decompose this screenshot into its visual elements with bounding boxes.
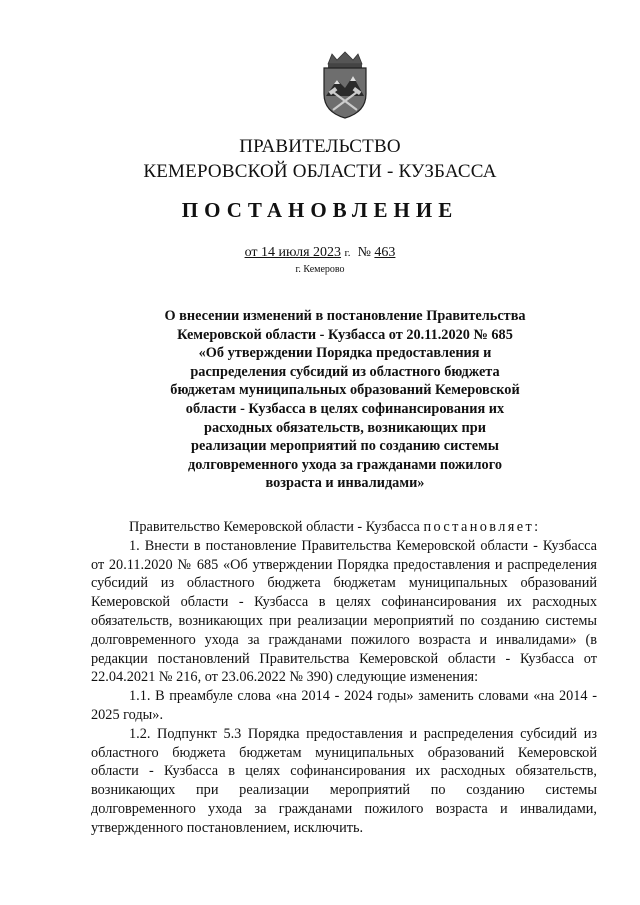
title-line: возраста и инвалидами» <box>265 475 425 492</box>
number-prefix: № <box>357 245 371 260</box>
government-name-line1: ПРАВИТЕЛЬСТВО <box>239 136 401 157</box>
title-line: «Об утверждении Порядка предоставления и <box>198 345 492 362</box>
intro-paragraph <box>91 518 597 537</box>
title-line: бюджетам муниципальных образований Кемеровской <box>170 382 520 399</box>
title-line: долговременного ухода за гражданами пожилого <box>187 456 502 473</box>
document-body <box>91 518 597 838</box>
title-line: реализации мероприятий по созданию системы <box>191 438 499 455</box>
intro-text: Правительство Кемеровской области - Кузбасса <box>129 519 420 535</box>
emblem <box>316 50 374 120</box>
title-line: расходных обязательств, возникающих при <box>204 419 486 436</box>
date-line <box>0 245 640 261</box>
document-type: ПОСТАНОВЛЕНИЕ <box>181 198 459 222</box>
year-suffix: г. <box>344 247 351 259</box>
title-line: Кемеровской области - Кузбасса от 20.11.2020 № 685 <box>177 326 513 343</box>
paragraph-1-1: 1.1. В преамбуле слова «на 2014 - 2024 годы» заменить словами «на 2014 - 2025 годы». <box>91 688 597 723</box>
date-prefix: от <box>244 245 258 260</box>
intro-spaced-word: постановляет: <box>423 519 541 535</box>
kuzbass-coat-of-arms-icon <box>316 50 374 120</box>
city: г. Кемерово <box>295 264 345 275</box>
document-title <box>140 307 550 493</box>
paragraph-1-2: 1.2. Подпункт 5.3 Порядка предоставления и распределения субсидий из областного бюджета бюджетам муниципальных образований Кемеровской области - Кузбасса в целях софинансирования их расходных обязательств, возникающих при реализации мероприятий по созданию системы долговременного ухода за гражданами пожилого возраста и инвалидами, утвержденного постановлением, исключить. <box>91 725 597 836</box>
title-line: распределения субсидий из областного бюджета <box>190 363 500 380</box>
government-name-line2: КЕМЕРОВСКОЙ ОБЛАСТИ - КУЗБАССА <box>143 161 497 182</box>
document-number: 463 <box>374 245 396 260</box>
title-line: О внесении изменений в постановление Правительства <box>164 308 526 324</box>
paragraph-1: 1. Внести в постановление Правительства Кемеровской области - Кузбасса от 20.11.2020 № 685 «Об утверждении Порядка предоставления и распределения субсидий из областного бюджета бюджетам муниципальных образований Кемеровской области - Кузбасса в целях софинансирования их расходных обязательств, возникающих при реализации мероприятий по созданию системы долговременного ухода за гражданами пожилого возраста и инвалидами» (в редакции постановлений Правительства Кемеровской области - Кузбасса от 22.04.2021 № 216, от 23.06.2022 № 390) следующие изменения: <box>91 537 597 686</box>
document-date: 14 июля 2023 <box>261 245 342 260</box>
title-line: области - Кузбасса в целях софинансирования их <box>185 400 505 417</box>
